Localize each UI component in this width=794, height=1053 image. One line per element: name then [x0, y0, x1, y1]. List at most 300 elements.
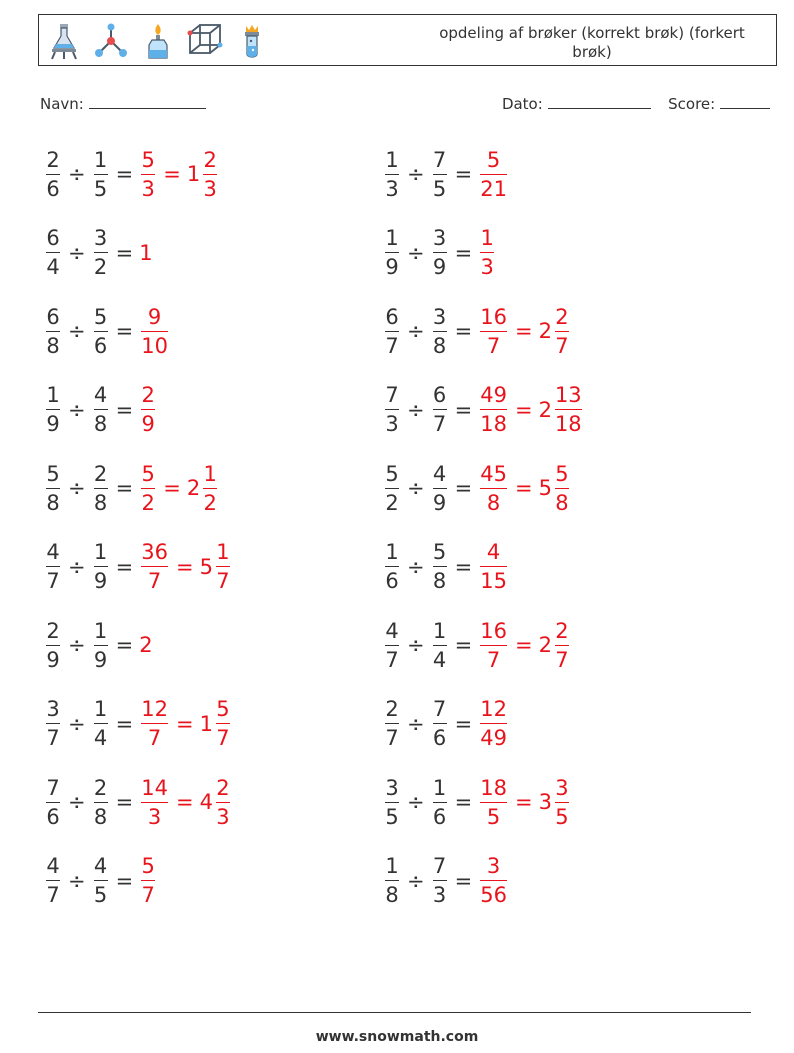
equals-sign: = — [454, 476, 473, 500]
answer-fraction — [141, 383, 155, 436]
mixed-whole: 2 — [538, 319, 552, 343]
dividend-fraction-bar — [385, 880, 399, 881]
dividend-fraction — [46, 383, 60, 436]
divisor-fraction-bar — [433, 880, 447, 881]
mixed-fraction-bar — [203, 174, 217, 175]
answer-fraction-numerator: 14 — [141, 775, 168, 800]
divisor-fraction-denominator: 6 — [432, 726, 447, 750]
divisor-fraction — [94, 619, 108, 672]
dividend-fraction-denominator: 7 — [46, 569, 60, 593]
divisor-fraction-numerator: 7 — [432, 854, 447, 878]
mixed-fraction — [216, 697, 230, 750]
mixed-fraction-numerator: 2 — [203, 147, 217, 172]
answer-fraction-numerator: 12 — [480, 697, 507, 721]
divisor-fraction — [94, 462, 108, 515]
equals-sign: = — [454, 711, 473, 736]
equals-sign: = — [115, 633, 134, 657]
answer-fraction-bar — [141, 880, 155, 881]
answer-fraction-denominator: 21 — [480, 176, 507, 201]
answer-equals-sign: = — [175, 554, 194, 579]
divisor-fraction — [433, 776, 447, 829]
divide-sign: ÷ — [407, 790, 425, 814]
answer-fraction — [141, 305, 168, 358]
answer-fraction-numerator: 4 — [486, 540, 501, 564]
divisor-fraction-numerator: 2 — [93, 775, 108, 800]
answer-fraction — [141, 540, 168, 593]
divisor-fraction-denominator: 7 — [432, 412, 447, 436]
problem-item — [383, 458, 571, 518]
dividend-fraction-bar — [46, 880, 60, 881]
divisor-fraction-numerator: 3 — [432, 226, 447, 250]
dividend-fraction — [46, 540, 60, 593]
answer-fraction-bar — [480, 566, 507, 567]
divisor-fraction-numerator: 1 — [93, 540, 108, 564]
mixed-fraction — [555, 305, 569, 358]
answer-fraction-bar — [480, 880, 507, 881]
divisor-fraction-bar — [94, 880, 108, 881]
divisor-fraction-denominator: 2 — [93, 255, 108, 279]
divide-sign: ÷ — [407, 868, 425, 893]
divide-sign: ÷ — [407, 240, 425, 265]
answer-fraction-bar — [141, 409, 155, 410]
dividend-fraction-denominator: 8 — [46, 333, 60, 358]
equals-sign: = — [115, 397, 134, 422]
divisor-fraction-numerator: 3 — [432, 304, 447, 329]
dividend-fraction-numerator: 2 — [385, 697, 399, 721]
divisor-fraction-numerator: 5 — [93, 304, 108, 329]
answer-fraction-bar — [480, 645, 507, 646]
answer-fraction-numerator: 2 — [141, 383, 155, 407]
answer-fraction — [480, 462, 507, 515]
dividend-fraction-bar — [385, 409, 399, 410]
dividend-fraction-bar — [385, 723, 399, 724]
dividend-fraction-bar — [385, 645, 399, 646]
equals-sign: = — [115, 240, 134, 265]
equals-sign: = — [115, 868, 134, 893]
dividend-fraction — [46, 697, 60, 750]
answer-fraction-bar — [480, 252, 494, 253]
mixed-fraction — [555, 462, 569, 515]
divisor-fraction-denominator: 9 — [93, 647, 108, 672]
answer-fraction-numerator: 45 — [480, 461, 507, 486]
answer-fraction-denominator: 3 — [147, 804, 162, 829]
dividend-fraction — [385, 383, 399, 436]
answer-fraction-numerator: 36 — [141, 540, 168, 564]
worksheet-title: opdeling af brøker (korrekt brøk) (forkert brøk) — [439, 24, 745, 61]
divisor-fraction-numerator: 4 — [93, 383, 108, 407]
divisor-fraction-bar — [94, 252, 108, 253]
dividend-fraction-numerator: 6 — [385, 304, 399, 329]
answer-fraction — [141, 697, 168, 750]
answer-equals-sign: = — [514, 790, 533, 814]
dividend-fraction-denominator: 9 — [46, 412, 60, 436]
divisor-fraction — [94, 148, 108, 201]
dividend-fraction-denominator: 6 — [385, 569, 399, 593]
mixed-fraction-bar — [555, 802, 569, 803]
divisor-fraction — [433, 619, 447, 672]
dividend-fraction-denominator: 6 — [46, 176, 60, 201]
answer-fraction-numerator: 12 — [141, 697, 168, 721]
dividend-fraction — [385, 462, 399, 515]
mixed-fraction-denominator: 3 — [203, 176, 217, 201]
answer-fraction-numerator: 3 — [486, 854, 501, 878]
dividend-fraction — [385, 148, 399, 201]
mixed-fraction-bar — [555, 409, 582, 410]
answer-fraction — [480, 697, 507, 750]
answer-fraction-denominator: 7 — [147, 569, 162, 593]
answer-fraction-numerator: 9 — [147, 304, 162, 329]
equals-sign: = — [454, 319, 473, 343]
equals-sign: = — [454, 397, 473, 422]
answer-equals-sign: = — [175, 711, 194, 736]
problem-item — [44, 694, 232, 754]
dividend-fraction-numerator: 2 — [46, 147, 60, 172]
answer-fraction — [480, 854, 507, 907]
mixed-fraction-bar — [216, 566, 230, 567]
mixed-fraction-bar — [216, 723, 230, 724]
dividend-fraction-denominator: 9 — [385, 255, 399, 279]
answer-fraction-bar — [480, 802, 507, 803]
divisor-fraction — [94, 776, 108, 829]
answer-fraction-bar — [141, 566, 168, 567]
divisor-fraction-numerator: 1 — [93, 697, 108, 721]
divide-sign: ÷ — [407, 554, 425, 579]
divide-sign: ÷ — [68, 554, 86, 579]
answer-fraction — [480, 619, 507, 672]
answer-equals-sign: = — [514, 633, 533, 657]
answer-fraction-numerator: 18 — [480, 775, 507, 800]
answer-equals-sign: = — [514, 319, 533, 343]
dividend-fraction — [385, 619, 399, 672]
answer-fraction-denominator: 7 — [141, 883, 155, 907]
dividend-fraction-bar — [46, 252, 60, 253]
burner-icon — [139, 21, 177, 61]
divisor-fraction-denominator: 9 — [432, 255, 447, 279]
answer-fraction-bar — [480, 331, 507, 332]
equals-sign: = — [454, 240, 473, 265]
dividend-fraction-numerator: 1 — [385, 147, 399, 172]
dividend-fraction-numerator: 2 — [46, 618, 60, 643]
problem-item — [44, 301, 170, 361]
mixed-whole: 1 — [186, 162, 201, 186]
dividend-fraction-denominator: 7 — [385, 726, 399, 750]
answer-fraction-denominator: 7 — [147, 726, 162, 750]
dividend-fraction-numerator: 5 — [385, 461, 399, 486]
divisor-fraction — [94, 383, 108, 436]
mixed-fraction-denominator: 7 — [216, 726, 230, 750]
dividend-fraction-denominator: 3 — [385, 412, 399, 436]
problem-item — [44, 851, 157, 911]
dividend-fraction — [385, 540, 399, 593]
answer-fraction-numerator: 5 — [486, 147, 501, 172]
answer-fraction-denominator: 7 — [486, 333, 501, 358]
dividend-fraction-numerator: 4 — [46, 540, 60, 564]
divide-sign: ÷ — [68, 868, 86, 893]
dividend-fraction — [46, 148, 60, 201]
dividend-fraction-bar — [46, 488, 60, 489]
footer-url: www.snowmath.com — [315, 1029, 479, 1045]
divisor-fraction-bar — [433, 488, 447, 489]
divide-sign: ÷ — [407, 319, 425, 343]
problem-item — [383, 301, 571, 361]
dividend-fraction — [46, 462, 60, 515]
divisor-fraction — [433, 305, 447, 358]
problem-item — [44, 458, 219, 518]
dividend-fraction-denominator: 4 — [46, 255, 60, 279]
mixed-fraction-numerator: 13 — [554, 383, 582, 407]
divide-sign: ÷ — [68, 240, 86, 265]
mixed-fraction-numerator: 5 — [555, 461, 569, 486]
mixed-whole: 2 — [538, 397, 552, 422]
dividend-fraction-numerator: 4 — [46, 854, 60, 878]
answer-fraction-denominator: 10 — [141, 333, 168, 358]
divisor-fraction-bar — [94, 802, 108, 803]
divisor-fraction-denominator: 9 — [93, 569, 108, 593]
dividend-fraction-bar — [46, 645, 60, 646]
answer-fraction — [141, 462, 155, 515]
dividend-fraction-denominator: 2 — [385, 490, 399, 515]
dividend-fraction-numerator: 6 — [46, 226, 60, 250]
divisor-fraction-bar — [433, 409, 447, 410]
mixed-fraction-denominator: 7 — [216, 569, 230, 593]
dividend-fraction-denominator: 7 — [385, 333, 399, 358]
score-blank[interactable] — [720, 93, 770, 109]
dividend-fraction-numerator: 5 — [46, 461, 60, 486]
divisor-fraction — [433, 383, 447, 436]
answer-fraction-denominator: 9 — [141, 412, 155, 436]
answer-fraction — [480, 383, 507, 436]
divisor-fraction-numerator: 1 — [93, 147, 108, 172]
answer-fraction — [141, 148, 155, 201]
divisor-fraction — [94, 540, 108, 593]
divide-sign: ÷ — [407, 711, 425, 736]
equals-sign: = — [115, 554, 134, 579]
mixed-fraction-bar — [216, 802, 230, 803]
divisor-fraction-numerator: 1 — [93, 618, 108, 643]
divide-sign: ÷ — [68, 633, 86, 657]
dividend-fraction-denominator: 5 — [385, 804, 399, 829]
equals-sign: = — [115, 162, 134, 186]
divisor-fraction-numerator: 2 — [93, 461, 108, 486]
answer-equals-sign: = — [163, 476, 181, 500]
mixed-fraction-numerator: 2 — [216, 775, 230, 800]
dividend-fraction-numerator: 6 — [46, 304, 60, 329]
mixed-fraction-denominator: 5 — [555, 804, 569, 829]
molecule-icon — [92, 21, 130, 61]
divisor-fraction — [94, 226, 108, 279]
divisor-fraction-denominator: 8 — [93, 804, 108, 829]
divisor-fraction-denominator: 8 — [432, 569, 447, 593]
divisor-fraction — [433, 854, 447, 907]
equals-sign: = — [115, 476, 134, 500]
mixed-fraction-denominator: 8 — [555, 490, 569, 515]
problem-item — [44, 615, 153, 675]
answer-fraction-numerator: 5 — [141, 461, 155, 486]
answer-equals-sign: = — [175, 790, 194, 814]
mixed-whole: 2 — [538, 633, 552, 657]
answer-fraction — [141, 854, 155, 907]
answer-equals-sign: = — [514, 476, 533, 500]
answer-fraction-numerator: 5 — [141, 854, 155, 878]
divisor-fraction-bar — [433, 174, 447, 175]
mixed-fraction-numerator: 2 — [555, 618, 569, 643]
divisor-fraction-denominator: 5 — [432, 176, 447, 201]
dividend-fraction-bar — [46, 331, 60, 332]
divisor-fraction-denominator: 9 — [432, 490, 447, 515]
divisor-fraction-bar — [433, 645, 447, 646]
equals-sign: = — [454, 162, 473, 186]
answer-fraction-numerator: 16 — [480, 618, 507, 643]
problem-item — [44, 772, 232, 832]
dividend-fraction-denominator: 8 — [46, 490, 60, 515]
answer-fraction — [480, 226, 494, 279]
mixed-whole: 3 — [538, 790, 552, 814]
divisor-fraction — [433, 697, 447, 750]
divisor-fraction — [433, 462, 447, 515]
dividend-fraction-bar — [46, 174, 60, 175]
divide-sign: ÷ — [407, 397, 425, 422]
mixed-fraction-denominator: 18 — [554, 412, 582, 436]
mixed-fraction-bar — [555, 645, 569, 646]
answer-whole: 1 — [139, 240, 153, 265]
answer-fraction-numerator: 49 — [480, 383, 507, 407]
dividend-fraction-bar — [385, 566, 399, 567]
answer-equals-sign: = — [514, 397, 533, 422]
name-label: Navn: — [40, 95, 84, 113]
dividend-fraction-numerator: 1 — [46, 383, 60, 407]
answer-fraction-denominator: 18 — [480, 412, 507, 436]
dividend-fraction-numerator: 4 — [385, 618, 399, 643]
divisor-fraction-numerator: 7 — [432, 697, 447, 721]
icon-strip — [45, 21, 271, 61]
divisor-fraction-bar — [94, 645, 108, 646]
mixed-whole: 5 — [199, 554, 213, 579]
mixed-fraction-denominator: 7 — [555, 647, 569, 672]
answer-equals-sign: = — [163, 162, 181, 186]
answer-fraction-denominator: 8 — [486, 490, 501, 515]
divisor-fraction-bar — [94, 409, 108, 410]
problem-item — [44, 223, 153, 283]
flask-stand-icon — [45, 21, 83, 61]
problem-item — [44, 380, 157, 440]
divisor-fraction-denominator: 8 — [93, 490, 108, 515]
problem-item — [383, 615, 571, 675]
answer-fraction-numerator: 5 — [141, 147, 155, 172]
header-box — [38, 14, 777, 66]
divisor-fraction-bar — [94, 331, 108, 332]
answer-fraction-numerator: 1 — [480, 226, 494, 250]
answer-fraction-denominator: 7 — [486, 647, 501, 672]
divide-sign: ÷ — [68, 162, 86, 186]
divisor-fraction-numerator: 5 — [432, 540, 447, 564]
dividend-fraction — [385, 305, 399, 358]
dividend-fraction-numerator: 7 — [46, 775, 60, 800]
name-field — [40, 93, 206, 113]
answer-fraction-denominator: 15 — [480, 569, 507, 593]
mixed-fraction-bar — [555, 331, 569, 332]
mixed-fraction — [216, 776, 230, 829]
mixed-fraction — [203, 462, 217, 515]
mixed-fraction — [203, 148, 217, 201]
divide-sign: ÷ — [68, 476, 86, 500]
divisor-fraction-bar — [94, 488, 108, 489]
answer-fraction — [480, 540, 507, 593]
divisor-fraction-bar — [433, 802, 447, 803]
divide-sign: ÷ — [407, 162, 425, 186]
dividend-fraction-numerator: 1 — [385, 226, 399, 250]
divide-sign: ÷ — [68, 790, 86, 814]
divide-sign: ÷ — [407, 476, 425, 500]
divisor-fraction — [94, 697, 108, 750]
answer-fraction-bar — [141, 174, 155, 175]
cube-icon — [186, 21, 224, 61]
divisor-fraction-numerator: 1 — [432, 775, 447, 800]
divisor-fraction — [94, 854, 108, 907]
footer-divider — [38, 1012, 751, 1013]
problem-item — [383, 144, 509, 204]
name-blank[interactable] — [89, 93, 206, 109]
answer-fraction-bar — [480, 723, 507, 724]
divisor-fraction-denominator: 4 — [93, 726, 108, 750]
answer-fraction-bar — [141, 802, 168, 803]
problem-item — [383, 223, 496, 283]
dividend-fraction — [46, 305, 60, 358]
divide-sign: ÷ — [407, 633, 425, 657]
dividend-fraction — [46, 854, 60, 907]
answer-fraction-bar — [141, 488, 155, 489]
date-score-field — [502, 93, 770, 113]
answer-fraction-denominator: 3 — [141, 176, 155, 201]
dividend-fraction-denominator: 6 — [46, 804, 60, 829]
dividend-fraction-denominator: 9 — [46, 647, 60, 672]
divisor-fraction — [94, 305, 108, 358]
mixed-fraction — [555, 619, 569, 672]
answer-fraction-bar — [480, 174, 507, 175]
mixed-fraction-numerator: 3 — [555, 775, 569, 800]
problem-item — [44, 144, 219, 204]
mixed-fraction-denominator: 3 — [216, 804, 230, 829]
dividend-fraction-numerator: 1 — [385, 854, 399, 878]
answer-fraction-denominator: 56 — [480, 883, 507, 907]
date-blank[interactable] — [548, 93, 651, 109]
divisor-fraction-bar — [94, 174, 108, 175]
answer-fraction-bar — [480, 409, 507, 410]
mixed-fraction-denominator: 2 — [203, 490, 217, 515]
test-tube-icon — [233, 21, 271, 61]
answer-fraction-denominator: 5 — [486, 804, 501, 829]
dividend-fraction-denominator: 7 — [46, 726, 60, 750]
dividend-fraction-denominator: 3 — [385, 176, 399, 201]
divisor-fraction-bar — [433, 566, 447, 567]
dividend-fraction-denominator: 8 — [385, 883, 399, 907]
dividend-fraction-bar — [385, 174, 399, 175]
answer-fraction-denominator: 3 — [480, 255, 494, 279]
mixed-fraction-bar — [203, 488, 217, 489]
problem-item — [383, 380, 584, 440]
divisor-fraction-denominator: 4 — [432, 647, 447, 672]
divisor-fraction-numerator: 3 — [93, 226, 108, 250]
divisor-fraction-bar — [433, 252, 447, 253]
mixed-fraction — [216, 540, 230, 593]
mixed-whole: 1 — [199, 711, 213, 736]
divide-sign: ÷ — [68, 397, 86, 422]
dividend-fraction — [385, 697, 399, 750]
mixed-fraction-denominator: 7 — [555, 333, 569, 358]
divisor-fraction-denominator: 8 — [432, 333, 447, 358]
divisor-fraction — [433, 148, 447, 201]
dividend-fraction-numerator: 1 — [385, 540, 399, 564]
dividend-fraction-bar — [385, 488, 399, 489]
